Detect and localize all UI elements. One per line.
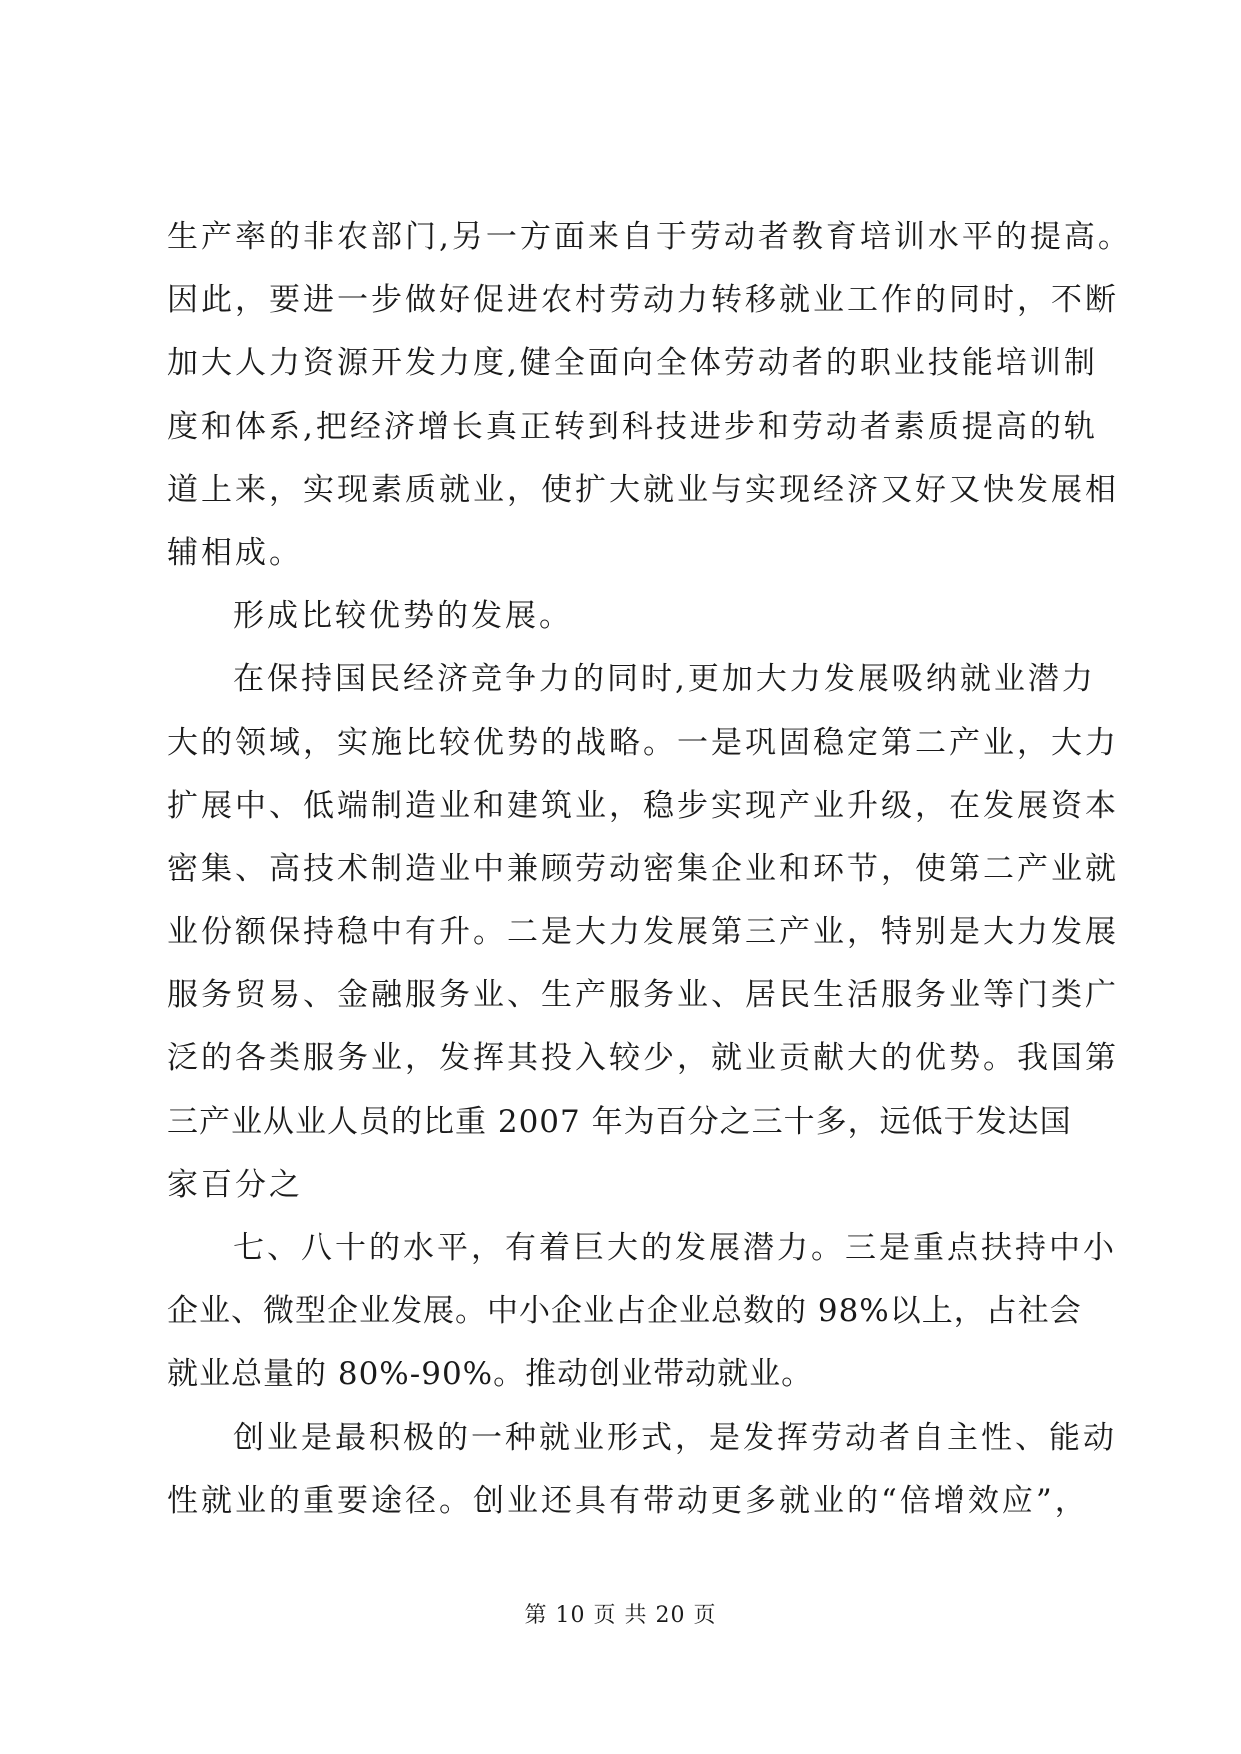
text-line: 在保持国民经济竞争力的同时,更加大力发展吸纳就业潜力 bbox=[233, 661, 1096, 698]
text-line: 企业、微型企业发展。中小企业占企业总数的 98%以上，占社会 bbox=[167, 1293, 1082, 1330]
text-line: 创业是最积极的一种就业形式，是发挥劳动者自主性、能动 bbox=[233, 1419, 1117, 1456]
text-line: 度和体系,把经济增长真正转到科技进步和劳动者素质提高的轨 bbox=[167, 408, 1098, 445]
text-line: 服务贸易、金融服务业、生产服务业、居民生活服务业等门类广 bbox=[167, 977, 1119, 1014]
text-line: 加大人力资源开发力度,健全面向全体劳动者的职业技能培训制 bbox=[167, 345, 1098, 382]
text-line: 道上来，实现素质就业，使扩大就业与实现经济又好又快发展相 bbox=[167, 471, 1119, 508]
section-heading: 形成比较优势的发展。 bbox=[233, 598, 573, 635]
text-line: 性就业的重要途径。创业还具有带动更多就业的“倍增效应”， bbox=[167, 1482, 1089, 1519]
page-number-footer: 第 10 页 共 20 页 bbox=[524, 1603, 717, 1628]
text-line: 泛的各类服务业，发挥其投入较少，就业贡献大的优势。我国第 bbox=[167, 1040, 1119, 1077]
text-line: 七、八十的水平，有着巨大的发展潜力。三是重点扶持中小 bbox=[233, 1230, 1117, 1266]
text-line: 扩展中、低端制造业和建筑业，稳步实现产业升级，在发展资本 bbox=[167, 787, 1119, 824]
text-line: 大的领域，实施比较优势的战略。一是巩固稳定第二产业，大力 bbox=[167, 724, 1119, 761]
text-line: 因此，要进一步做好促进农村劳动力转移就业工作的同时，不断 bbox=[167, 282, 1119, 319]
text-line: 生产率的非农部门,另一方面来自于劳动者教育培训水平的提高。 bbox=[167, 219, 1132, 255]
text-line: 辅相成。 bbox=[167, 534, 303, 571]
text-line: 密集、高技术制造业中兼顾劳动密集企业和环节，使第二产业就 bbox=[167, 850, 1119, 887]
text-line: 业份额保持稳中有升。二是大力发展第三产业，特别是大力发展 bbox=[167, 914, 1119, 951]
body-text bbox=[167, 206, 1132, 1533]
text-line: 家百分之 bbox=[167, 1166, 303, 1203]
text-line: 就业总量的 80%-90%。推动创业带动就业。 bbox=[167, 1356, 814, 1393]
text-line: 三产业从业人员的比重 2007 年为百分之三十多，远低于发达国 bbox=[167, 1103, 1072, 1140]
